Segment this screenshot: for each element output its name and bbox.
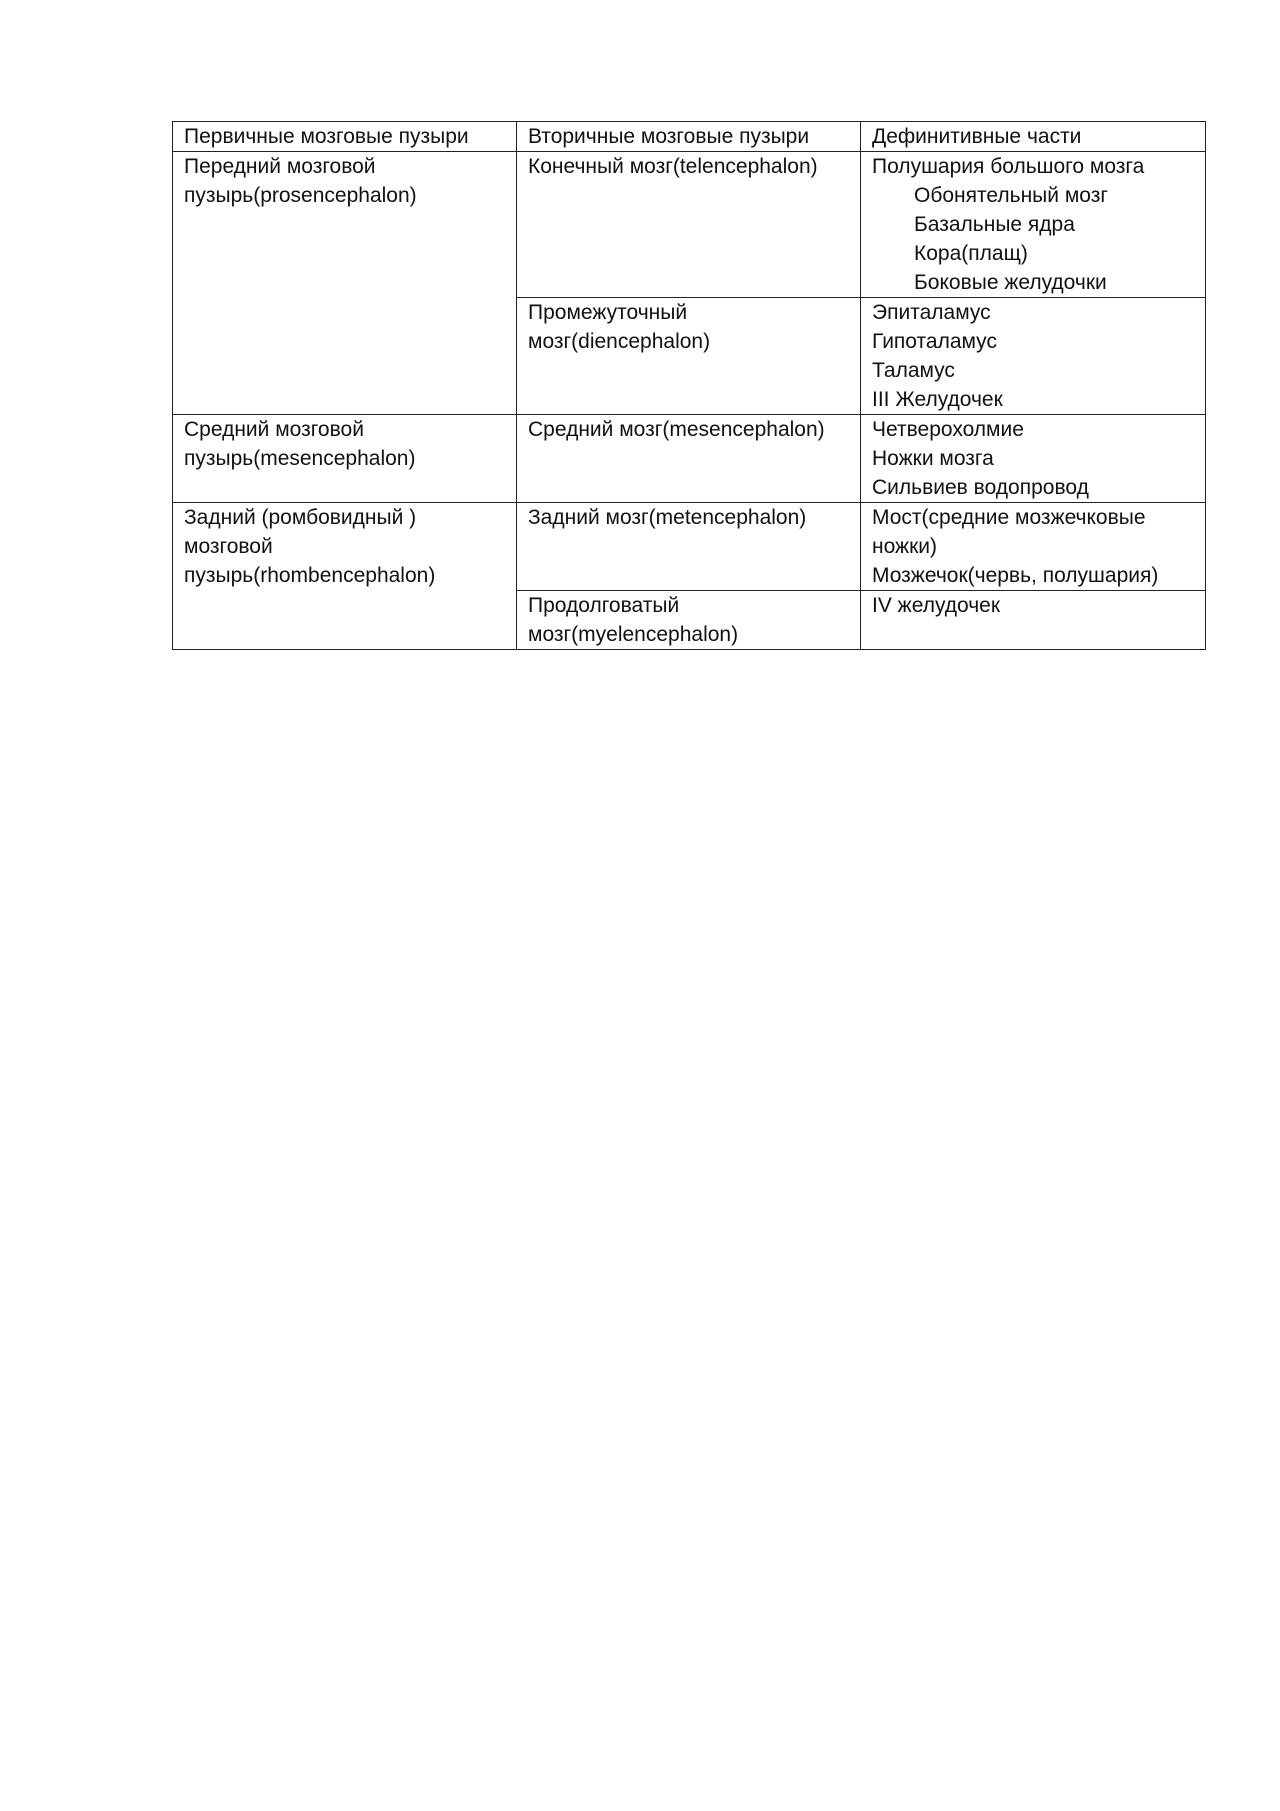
cell-line: мозговой bbox=[184, 535, 273, 558]
cell-primary-mesencephalon bbox=[173, 415, 517, 503]
cell-line: Задний (ромбовидный ) bbox=[184, 506, 417, 529]
cell-secondary-mesencephalon bbox=[517, 415, 861, 503]
header-primary-vesicles: Первичные мозговые пузыри bbox=[173, 122, 517, 152]
cell-line: Средний мозг(mesencephalon) bbox=[528, 418, 825, 441]
cell-line: Эпиталамус bbox=[872, 301, 991, 324]
cell-secondary-metencephalon bbox=[517, 503, 861, 591]
cell-line: пузырь(prosencephalon) bbox=[184, 184, 417, 207]
cell-line: ножки) bbox=[872, 535, 937, 558]
cell-line: Задний мозг(metencephalon) bbox=[528, 506, 807, 529]
cell-primary-rhombencephalon bbox=[173, 503, 517, 650]
cell-line: мозг(diencephalon) bbox=[528, 330, 711, 353]
cell-secondary-diencephalon bbox=[517, 298, 861, 415]
cell-definitive-diencephalon bbox=[861, 298, 1206, 415]
header-definitive-parts: Дефинитивные части bbox=[861, 122, 1206, 152]
cell-line: Средний мозговой bbox=[184, 418, 364, 441]
cell-definitive-telencephalon bbox=[861, 152, 1206, 298]
cell-subline: Базальные ядра bbox=[914, 213, 1075, 236]
cell-line: Конечный мозг(telencephalon) bbox=[528, 155, 818, 178]
cell-subline: Кора(плащ) bbox=[914, 242, 1028, 265]
cell-line: Ножки мозга bbox=[872, 447, 994, 470]
cell-line: Мост(средние мозжечковые bbox=[872, 506, 1146, 529]
cell-line: Гипоталамус bbox=[872, 330, 997, 353]
cell-secondary-telencephalon bbox=[517, 152, 861, 298]
cell-line: пузырь(rhombencephalon) bbox=[184, 564, 436, 587]
table-row bbox=[173, 503, 1206, 591]
cell-subline: Боковые желудочки bbox=[914, 271, 1107, 294]
table-row bbox=[173, 152, 1206, 298]
table-row bbox=[173, 415, 1206, 503]
cell-line: Промежуточный bbox=[528, 301, 688, 324]
cell-primary-prosencephalon bbox=[173, 152, 517, 415]
cell-line: Продолговатый bbox=[528, 594, 680, 617]
brain-vesicles-table bbox=[172, 121, 1206, 650]
cell-line: Таламус bbox=[872, 359, 955, 382]
cell-line: Полушария большого мозга bbox=[872, 155, 1145, 178]
cell-line: мозг(myelencephalon) bbox=[528, 623, 739, 646]
cell-line: Четверохолмие bbox=[872, 418, 1024, 441]
cell-line: Мозжечок(червь, полушария) bbox=[872, 564, 1159, 587]
cell-definitive-mesencephalon bbox=[861, 415, 1206, 503]
cell-definitive-metencephalon bbox=[861, 503, 1206, 591]
cell-secondary-myelencephalon bbox=[517, 591, 861, 650]
table-header-row bbox=[173, 122, 1206, 152]
cell-line: Передний мозговой bbox=[184, 155, 376, 178]
cell-line: Сильвиев водопровод bbox=[872, 476, 1089, 499]
cell-line: III Желудочек bbox=[872, 388, 1003, 411]
cell-definitive-myelencephalon bbox=[861, 591, 1206, 650]
cell-subline: Обонятельный мозг bbox=[914, 184, 1108, 207]
cell-line: IV желудочек bbox=[872, 594, 1001, 617]
header-secondary-vesicles: Вторичные мозговые пузыри bbox=[517, 122, 861, 152]
cell-line: пузырь(mesencephalon) bbox=[184, 447, 416, 470]
